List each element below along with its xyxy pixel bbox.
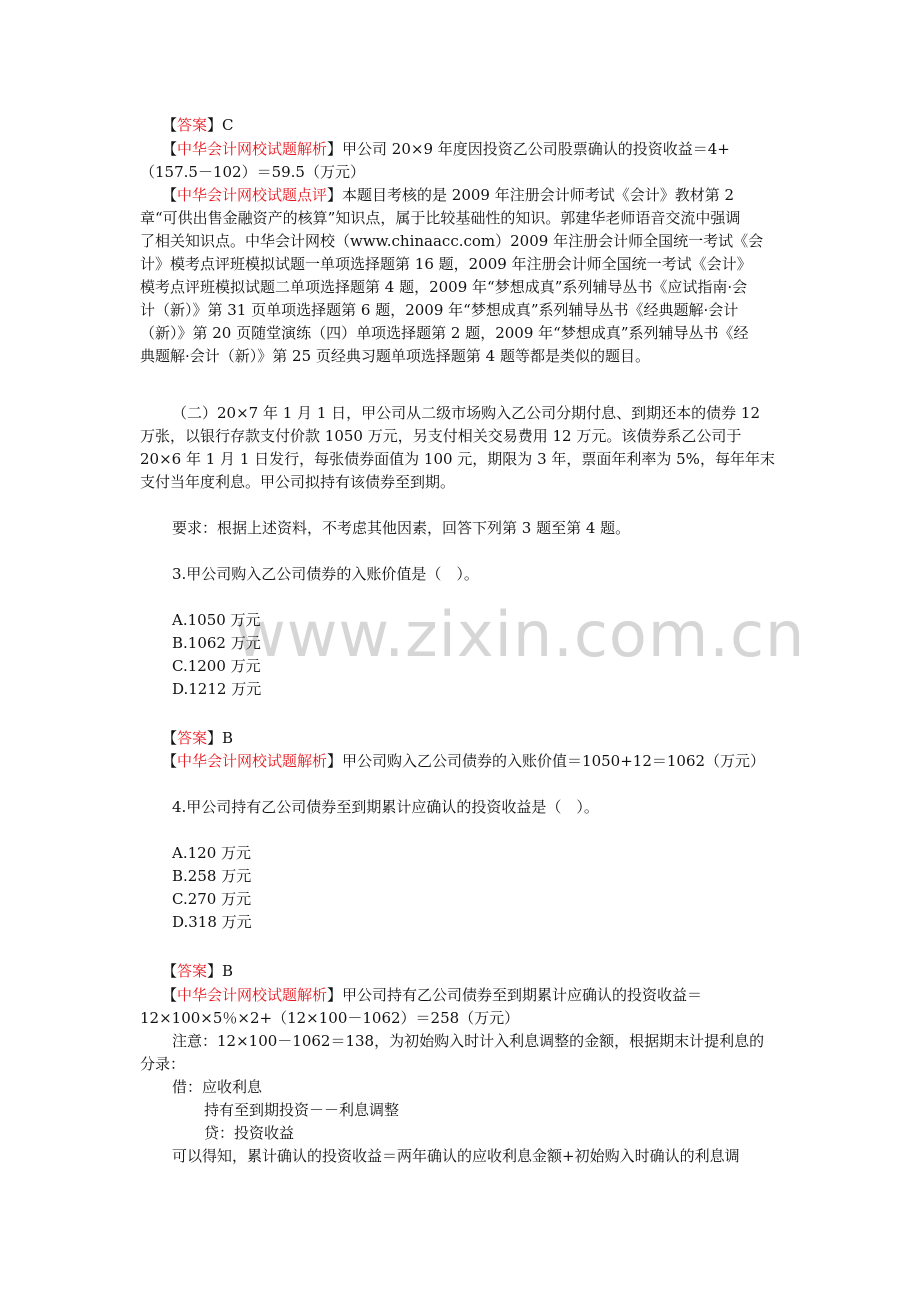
text-segment: D.318 万元 bbox=[172, 913, 252, 931]
text-line bbox=[172, 796, 599, 819]
text-segment: C.270 万元 bbox=[172, 890, 252, 908]
text-line bbox=[140, 207, 740, 230]
text-line bbox=[162, 184, 734, 207]
text-line bbox=[172, 888, 251, 911]
text-segment: D.1212 万元 bbox=[172, 680, 262, 698]
text-line bbox=[172, 842, 251, 865]
text-segment: 注意：12×100－1062＝138，为初始购入时计入利息调整的金额，根据期末计提利息的 bbox=[172, 1032, 765, 1050]
highlight-label: 中华会计网校试题解析 bbox=[177, 986, 328, 1004]
text-segment: 计（新）》第 31 页单项选择题第 6 题，2009 年“梦想成真”系列辅导丛书《经典题解·会计 bbox=[140, 301, 739, 319]
text-segment: （157.5－102）＝59.5（万元） bbox=[140, 163, 365, 181]
text-line bbox=[172, 865, 251, 888]
text-line bbox=[172, 911, 252, 934]
text-line bbox=[140, 471, 455, 494]
text-segment: 模考点评班模拟试题二单项选择题第 4 题，2009 年“梦想成真”系列辅导丛书《应试指南·会 bbox=[140, 278, 748, 296]
text-segment: B.1062 万元 bbox=[172, 634, 261, 652]
text-segment: 【 bbox=[162, 116, 178, 134]
text-segment: 】甲公司持有乙公司债券至到期累计应确认的投资收益＝ bbox=[327, 986, 703, 1004]
text-segment: A.1050 万元 bbox=[172, 611, 261, 629]
text-line bbox=[172, 563, 479, 586]
text-segment: 【 bbox=[162, 962, 178, 980]
text-line bbox=[172, 678, 261, 701]
text-line bbox=[140, 322, 749, 345]
text-line bbox=[204, 1099, 399, 1122]
text-segment: 【 bbox=[162, 986, 178, 1004]
text-line bbox=[172, 655, 261, 678]
text-segment: 】甲公司购入乙公司债券的入账价值＝1050+12＝1062（万元） bbox=[327, 752, 766, 770]
text-segment: B.258 万元 bbox=[172, 867, 252, 885]
text-segment: 章“可供出售金融资产的核算”知识点，属于比较基础性的知识。郭建华老师语音交流中强调 bbox=[140, 209, 741, 227]
highlight-label: 答案 bbox=[177, 962, 208, 980]
text-segment: 【 bbox=[162, 752, 178, 770]
text-line bbox=[162, 727, 233, 750]
text-segment: 持有至到期投资－－利息调整 bbox=[204, 1101, 400, 1119]
text-segment: A.120 万元 bbox=[172, 844, 251, 862]
text-segment: 典题解·会计（新）》第 25 页经典习题单项选择题第 4 题等都是类似的题目。 bbox=[140, 347, 650, 365]
text-segment: 借：应收利息 bbox=[172, 1078, 263, 1096]
text-segment: 了相关知识点。中华会计网校（www.chinaacc.com）2009 年注册会计师全国统一考试《会 bbox=[140, 232, 764, 250]
text-segment: 【 bbox=[162, 140, 178, 158]
text-line bbox=[172, 517, 630, 540]
text-segment: 计》模考点评班模拟试题一单项选择题第 16 题，2009 年注册会计师全国统一考试《会计》 bbox=[140, 255, 752, 273]
highlight-label: 中华会计网校试题解析 bbox=[177, 752, 328, 770]
highlight-label: 中华会计网校试题点评 bbox=[177, 186, 328, 204]
text-line bbox=[172, 1145, 740, 1168]
text-line bbox=[172, 1076, 262, 1099]
text-line bbox=[140, 253, 752, 276]
text-line bbox=[140, 345, 650, 368]
text-segment: 】C bbox=[207, 116, 234, 134]
text-line bbox=[162, 984, 702, 1007]
text-line bbox=[140, 1007, 519, 1030]
text-line bbox=[140, 448, 775, 471]
text-line bbox=[204, 1122, 294, 1145]
text-line bbox=[140, 230, 763, 253]
text-line bbox=[162, 114, 234, 137]
text-line bbox=[162, 960, 233, 983]
text-segment: 贷：投资收益 bbox=[204, 1124, 295, 1142]
text-line bbox=[140, 299, 738, 322]
text-line bbox=[172, 632, 261, 655]
text-segment: C.1200 万元 bbox=[172, 657, 261, 675]
text-line bbox=[140, 161, 365, 184]
text-line bbox=[172, 402, 760, 425]
highlight-label: 中华会计网校试题解析 bbox=[177, 140, 328, 158]
text-segment: 4.甲公司持有乙公司债券至到期累计应确认的投资收益是（ ）。 bbox=[172, 798, 599, 816]
text-line bbox=[140, 276, 747, 299]
highlight-label: 答案 bbox=[177, 116, 208, 134]
text-segment: 】B bbox=[207, 729, 234, 747]
text-segment: 】B bbox=[207, 962, 234, 980]
text-line bbox=[172, 1030, 764, 1053]
text-segment: 万张，以银行存款支付价款 1050 万元，另支付相关交易费用 12 万元。该债券系乙公司于 bbox=[140, 427, 742, 445]
text-line bbox=[162, 138, 730, 161]
text-segment: （二）20×7 年 1 月 1 日，甲公司从二级市场购入乙公司分期付息、到期还本的债券 12 bbox=[172, 404, 760, 422]
text-segment: 支付当年度利息。甲公司拟持有该债券至到期。 bbox=[140, 473, 456, 491]
text-segment: （新）》第 20 页随堂演练（四）单项选择题第 2 题，2009 年“梦想成真”系列辅导丛书《经 bbox=[140, 324, 749, 342]
text-segment: 3.甲公司购入乙公司债券的入账价值是（ ）。 bbox=[172, 565, 479, 583]
text-segment: 【 bbox=[162, 729, 178, 747]
text-segment: 20×6 年 1 月 1 日发行，每张债券面值为 100 元，期限为 3 年，票面年利率为 5%，每年年末 bbox=[140, 450, 775, 468]
text-segment: 分录： bbox=[140, 1055, 186, 1073]
text-line bbox=[140, 1053, 185, 1076]
text-segment: 12×100×5％×2+（12×100－1062）＝258（万元） bbox=[140, 1009, 520, 1027]
text-segment: 】甲公司 20×9 年度因投资乙公司股票确认的投资收益＝4+ bbox=[327, 140, 730, 158]
text-segment: 可以得知，累计确认的投资收益＝两年确认的应收利息金额+初始购入时确认的利息调 bbox=[172, 1147, 740, 1165]
text-segment: 【 bbox=[162, 186, 178, 204]
text-line bbox=[162, 750, 765, 773]
highlight-label: 答案 bbox=[177, 729, 208, 747]
text-segment: 】本题目考核的是 2009 年注册会计师考试《会计》教材第 2 bbox=[327, 186, 735, 204]
watermark: www.zixin.com.cn bbox=[235, 598, 806, 671]
text-segment: 要求：根据上述资料，不考虑其他因素，回答下列第 3 题至第 4 题。 bbox=[172, 519, 631, 537]
text-line bbox=[140, 425, 741, 448]
text-line bbox=[172, 609, 261, 632]
